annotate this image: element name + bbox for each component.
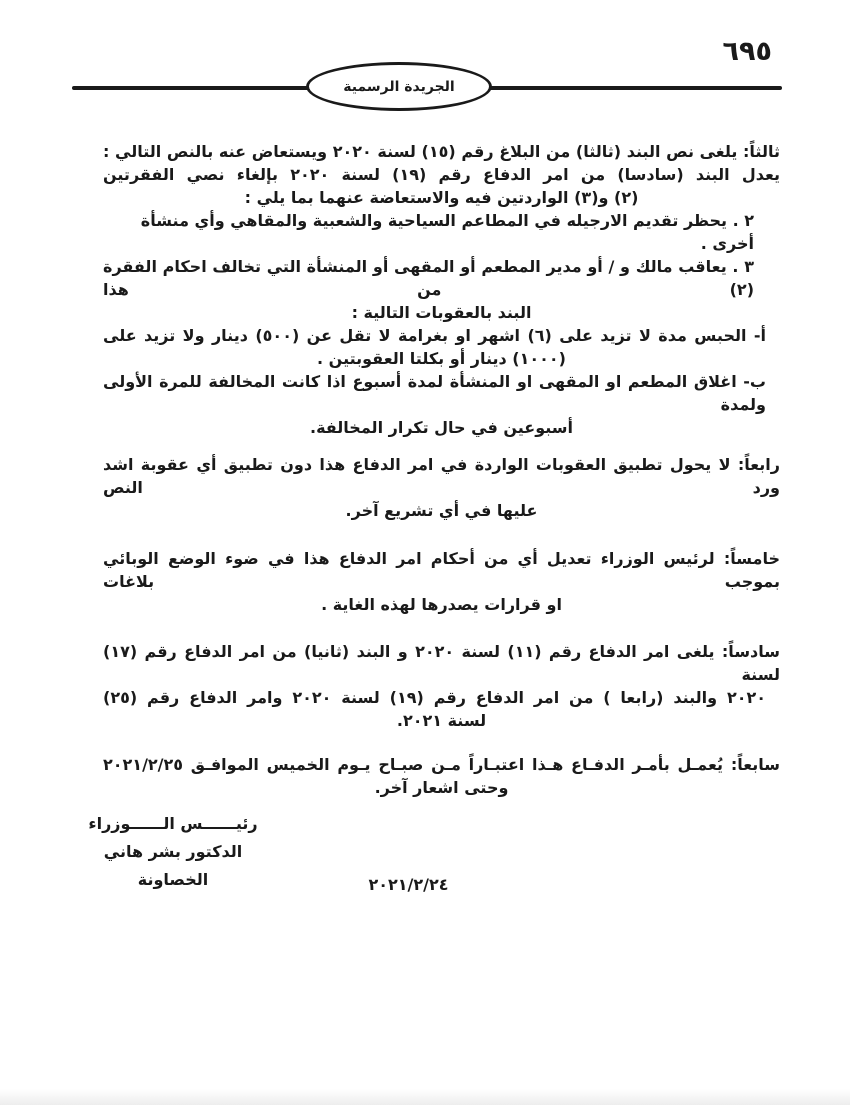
clause-fourth-text-1: لا يحول تطبيق العقوبات الواردة في امر الدفاع هذا دون تطبيق أي عقوبة اشد ورد النص	[103, 455, 780, 497]
clause-sixth-term: سادساً:	[721, 642, 780, 661]
clause-third-item-3-b-line-2: أسبوعين في حال تكرار المخالفة.	[309, 418, 574, 437]
clause-fourth-line-2: عليها في أي تشريع آخر.	[345, 501, 538, 520]
clause-fifth-line-1	[103, 547, 780, 593]
clause-fifth-text-1: لرئيس الوزراء تعديل أي من أحكام امر الدفاع هذا في ضوء الوضع الوبائي بموجب بلاغات	[103, 549, 780, 591]
clause-fifth-term: خامساً:	[723, 549, 780, 568]
clause-third-item-3-line-1: ٣ . يعاقب مالك و / أو مدير المطعم أو المقهى أو المنشأة التي تخالف احكام الفقرة (٢) من هذا	[103, 257, 754, 299]
scan-edge-shadow	[0, 1089, 850, 1105]
clause-seventh-line-1	[103, 753, 780, 776]
gazette-badge	[306, 62, 492, 111]
clause-fifth	[103, 547, 780, 616]
gazette-name: الجريدة الرسمية	[343, 78, 455, 95]
clause-sixth-line-1	[103, 640, 780, 686]
issue-date: ٢٠٢١/٢/٢٤	[368, 875, 449, 894]
signature-name: الدكتور بشر هاني الخصاونة	[103, 842, 243, 889]
signature-block	[66, 810, 280, 894]
clause-seventh-term: سابعاً:	[730, 755, 780, 774]
clause-fourth-term: رابعاً:	[737, 455, 780, 474]
clause-sixth-line-2: ٢٠٢٠ والبند (رابعا ) من امر الدفاع رقم (١٩) لسنة ٢٠٢٠ وامر الدفاع رقم (٢٥)	[103, 688, 767, 707]
clause-fourth	[103, 453, 780, 522]
clause-seventh-line-2: وحتى اشعار آخر.	[374, 778, 509, 797]
clause-sixth-text-1: يلغى امر الدفاع رقم (١١) لسنة ٢٠٢٠ و البند (ثانيا) من امر الدفاع رقم (١٧) لسنة	[103, 642, 780, 684]
clause-third-term: ثالثاً:	[743, 142, 780, 161]
clause-sixth	[103, 640, 780, 732]
clause-fifth-line-2: او قرارات يصدرها لهذه الغاية .	[321, 595, 562, 614]
clause-third-line-3: (٢) و(٣) الواردتين فيه والاستعاضة عنهما بما يلي :	[244, 188, 639, 207]
signature-title: رئيــــــس الــــــوزراء	[88, 814, 258, 833]
clause-third-item-3-line-2: البند بالعقوبات التالية :	[351, 303, 532, 322]
clause-third-item-2: ٢ . يحظر تقديم الارجيله في المطاعم السياحية والشعبية والمقاهي وأي منشأة أخرى .	[140, 211, 754, 253]
clause-third-item-3-a-line-2: (١٠٠٠) دينار أو بكلتا العقوبتين .	[317, 349, 566, 368]
clause-seventh	[103, 753, 780, 799]
clause-third-item-3-b-line-1: ب- اغلاق المطعم او المقهى او المنشأة لمدة أسبوع اذا كانت المخالفة للمرة الأولى ولمدة	[103, 372, 766, 414]
clause-sixth-line-3: لسنة ٢٠٢١.	[396, 711, 487, 730]
clause-third-text-1: يلغى نص البند (ثالثا) من البلاغ رقم (١٥) لسنة ٢٠٢٠ ويستعاض عنه بالنص التالي :	[103, 142, 738, 161]
page-number: ٦٩٥	[722, 36, 772, 67]
clause-third	[103, 140, 780, 439]
clause-third-item-3-a-line-1: أ- الحبس مدة لا تزيد على (٦) اشهر او بغرامة لا تقل عن (٥٠٠) دينار ولا تزيد على	[103, 326, 767, 345]
clause-third-line-2: يعدل البند (سادسا) من امر الدفاع رقم (١٩) لسنة ٢٠٢٠ بإلغاء نصي الفقرتين	[103, 165, 781, 184]
document-body	[103, 140, 780, 896]
clause-fourth-line-1	[103, 453, 780, 499]
clause-third-line-1	[103, 140, 780, 163]
clause-seventh-text-1: يُعمـل بأمـر الدفـاع هـذا اعتبـاراً مـن صبـاح يـوم الخميس الموافـق ٢٠٢١/٢/٢٥	[103, 755, 724, 774]
